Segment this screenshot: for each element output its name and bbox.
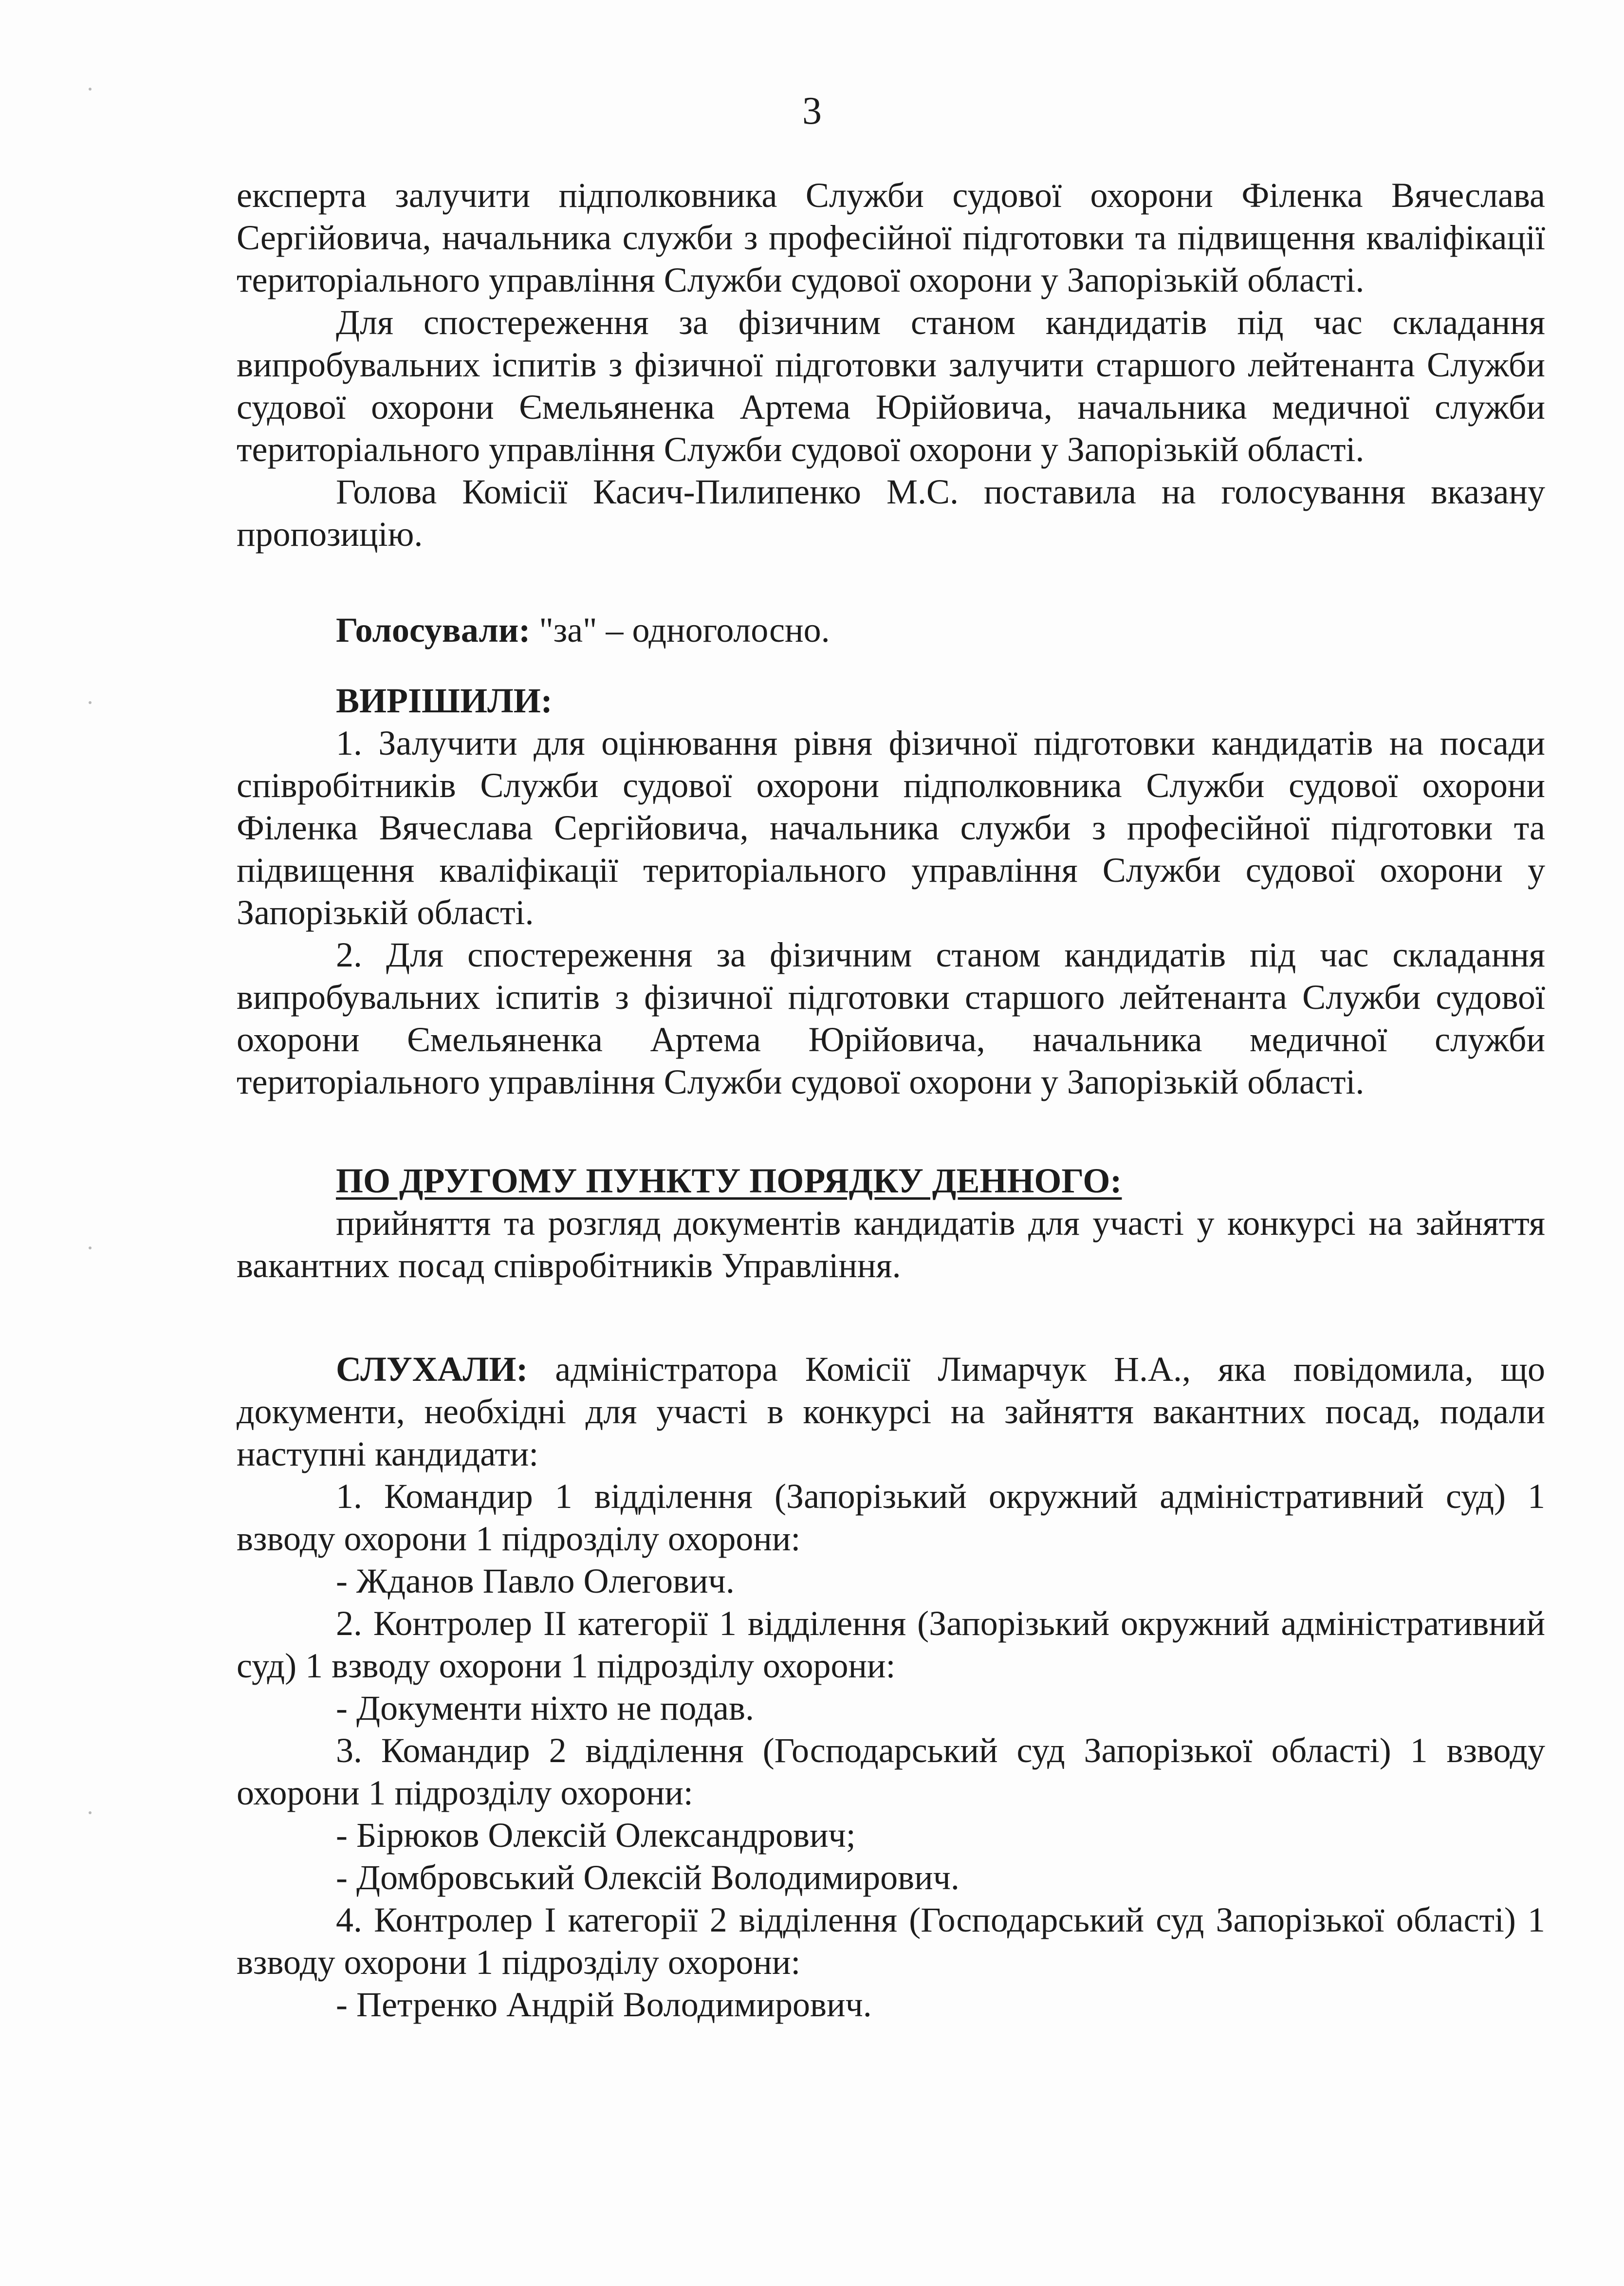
paragraph-chair-vote: Голова Комісії Касич-Пилипенко М.С. поставила на голосування вказану пропозицію. <box>237 472 1545 554</box>
decided-item-2: 2. Для спостереження за фізичним станом кандидатів під час складання випробувальних іспитів з фізичної підготовки старшого лейтенанта Служби судової охорони Ємельяненка Артема Юрійовича, начальника медичної служби територіального управління Служби судової охорони у Запорізькій області. <box>237 935 1545 1101</box>
decided-item-1: 1. Залучити для оцінювання рівня фізичної підготовки кандидатів на посади співробітників Служби судової охорони підполковника Служби судової охорони Філенка Вячеслава Сергійовича, начальника служби з професійної підготовки та підвищення кваліфікації територіального управління Служби судової охорони у Запорізькій області. <box>237 724 1545 932</box>
candidate-name: - Домбровський Олексій Володимирович. <box>336 1858 960 1897</box>
agenda-heading <box>237 1160 1545 1202</box>
spacer <box>237 556 1545 609</box>
heard-text: адміністратора Комісії Лимарчук Н.А., яка повідомила, що документи, необхідні для участі в конкурсі на зайняття вакантних посад, подали наступні кандидати: <box>237 1350 1545 1473</box>
decided-heading: ВИРІШИЛИ: <box>336 681 553 720</box>
candidate-position-2: 2. Контролер ІІ категорії 1 відділення (Запорізький окружний адміністративний суд) 1 взводу охорони 1 підрозділу охорони: <box>237 1604 1545 1685</box>
candidate-position-3: 3. Командир 2 відділення (Господарський суд Запорізької області) 1 взводу охорони 1 підрозділу охорони: <box>237 1731 1545 1812</box>
spacer <box>237 1103 1545 1160</box>
spacer <box>237 651 1545 680</box>
candidate-name: - Бірюков Олексій Олександрович; <box>336 1816 856 1855</box>
candidate-name: - Жданов Павло Олегович. <box>336 1561 735 1600</box>
paragraph-observation: Для спостереження за фізичним станом кандидатів під час складання випробувальних іспитів з фізичної підготовки залучити старшого лейтенанта Служби судової охорони Ємельяненка Артема Юрійовича, начальника медичної служби територіального управління Служби судової охорони у Запорізькій області. <box>237 303 1545 469</box>
heard-label: СЛУХАЛИ: <box>336 1350 528 1389</box>
heard-paragraph <box>237 1348 1545 1475</box>
agenda-text: прийняття та розгляд документів кандидатів для участі у конкурсі на зайняття вакантних посад співробітників Управління. <box>237 1204 1545 1285</box>
agenda-heading-text: ПО ДРУГОМУ ПУНКТУ ПОРЯДКУ ДЕННОГО: <box>336 1161 1122 1200</box>
document-body <box>237 174 1545 2026</box>
candidate-name: - Петренко Андрій Володимирович. <box>336 1985 872 2024</box>
scan-speck <box>89 701 92 704</box>
page-number: 3 <box>802 90 822 132</box>
scan-speck <box>89 88 92 91</box>
candidate-position-4: 4. Контролер І категорії 2 відділення (Господарський суд Запорізької області) 1 взводу охорони 1 підрозділу охорони: <box>237 1900 1545 1982</box>
voting-label: Голосували: <box>336 611 531 650</box>
scan-speck <box>89 1811 92 1814</box>
voting-line <box>237 609 1545 651</box>
paragraph-expert: експерта залучити підполковника Служби судової охорони Філенка Вячеслава Сергійовича, начальника служби з професійної підготовки та підвищення кваліфікації територіального управління Служби судової охорони у Запорізькій області. <box>237 176 1545 299</box>
spacer <box>237 1287 1545 1348</box>
voting-result: "за" – одноголосно. <box>530 611 830 650</box>
candidate-position-1: 1. Командир 1 відділення (Запорізький окружний адміністративний суд) 1 взводу охорони 1 підрозділу охорони: <box>237 1477 1545 1558</box>
candidate-name: - Документи ніхто не подав. <box>336 1689 754 1728</box>
scan-speck <box>89 1246 92 1249</box>
